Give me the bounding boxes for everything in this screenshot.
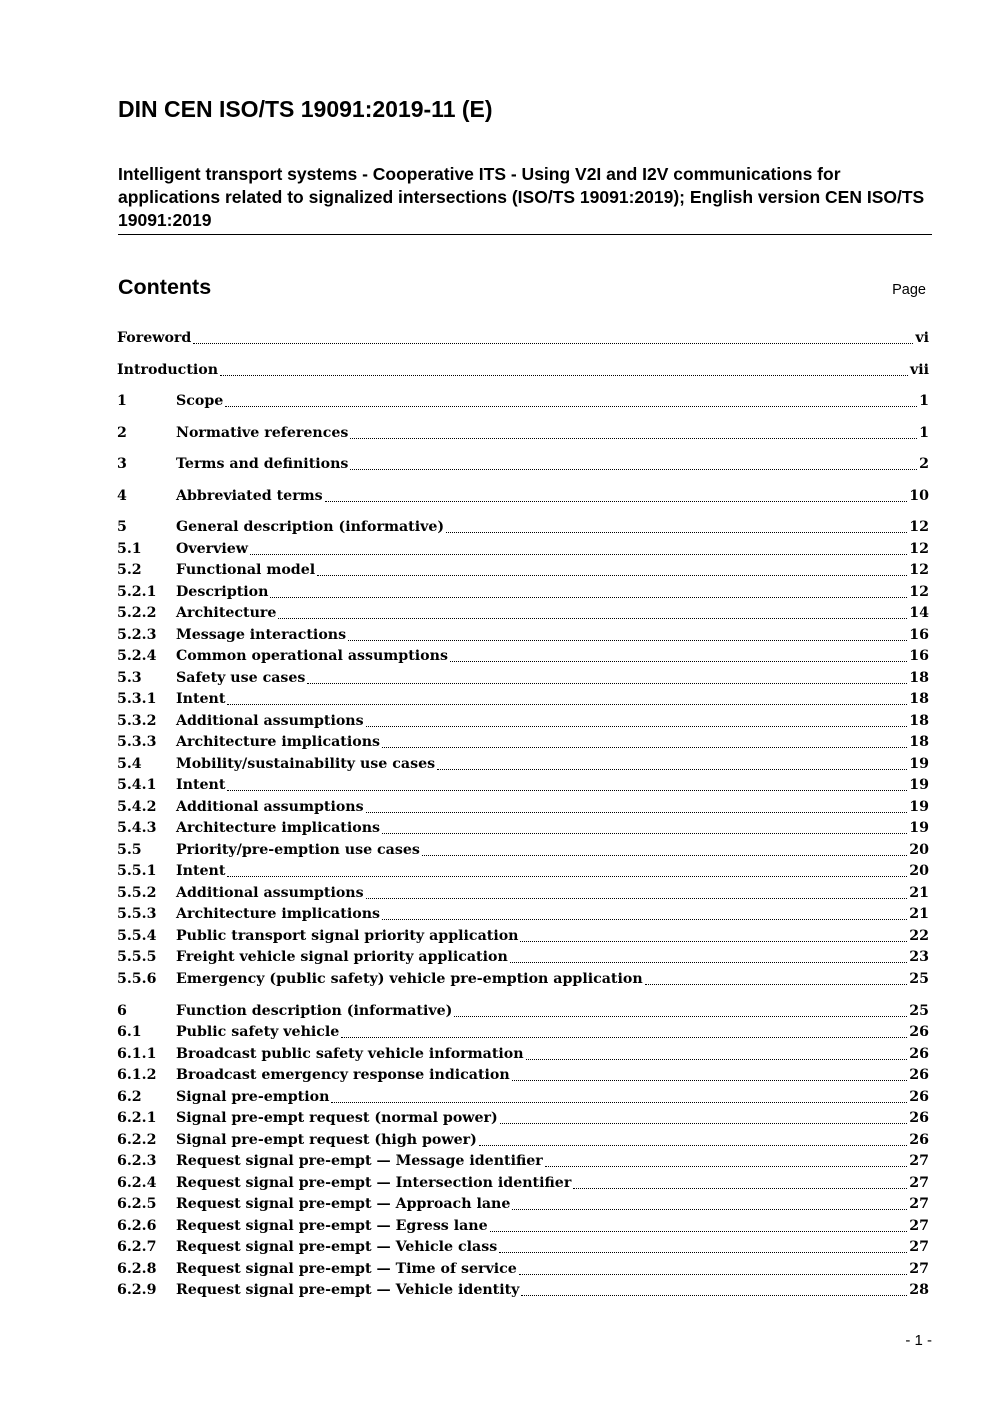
- toc-entry-title: Additional assumptions: [176, 884, 364, 901]
- toc-entry-page: 27: [909, 1153, 929, 1169]
- toc-dot-leader: [437, 768, 907, 770]
- toc-entry[interactable]: [117, 646, 929, 667]
- toc-dot-leader: [366, 725, 908, 727]
- toc-dot-leader: [645, 983, 908, 985]
- toc-entry-title: Signal pre-empt request (normal power): [176, 1110, 498, 1126]
- toc-entry[interactable]: [117, 668, 929, 689]
- toc-dot-leader: [225, 405, 917, 407]
- toc-dot-leader: [446, 531, 907, 533]
- toc-entry-title: Public safety vehicle: [176, 1024, 340, 1040]
- toc-entry-number: 4: [117, 487, 127, 504]
- toc-entry-title: Request signal pre-empt — Message identifier: [176, 1153, 543, 1169]
- toc-entry[interactable]: [117, 603, 929, 624]
- toc-entry[interactable]: [117, 947, 929, 968]
- toc-entry-title: Emergency (public safety) vehicle pre-emption application: [176, 970, 643, 987]
- toc-entry-page: 14: [909, 605, 929, 621]
- toc-entry-title: Public transport signal priority application: [176, 927, 519, 944]
- toc-entry-number: 6: [117, 1002, 127, 1019]
- toc-entry-number: 6.2.5: [117, 1196, 157, 1212]
- toc-entry-number: 5.5.4: [117, 927, 157, 944]
- toc-entry[interactable]: [117, 1151, 929, 1172]
- toc-entry-number: 6.2: [117, 1088, 142, 1105]
- toc-entry-title: Architecture implications: [176, 734, 380, 750]
- toc-entry-title: Scope: [176, 393, 224, 409]
- toc-entry-title: Common operational assumptions: [176, 648, 448, 664]
- toc-entry[interactable]: [117, 360, 929, 381]
- toc-entry-number: 5.2.3: [117, 626, 157, 643]
- toc-entry[interactable]: [117, 423, 929, 444]
- toc-entry[interactable]: [117, 1001, 929, 1022]
- toc-entry-number: 6.2.8: [117, 1260, 157, 1277]
- toc-dot-leader: [307, 682, 907, 684]
- toc-dot-leader: [382, 746, 907, 748]
- toc-dot-leader: [341, 1036, 907, 1038]
- toc-entry-title: Abbreviated terms: [176, 487, 323, 504]
- toc-entry-title: Foreword: [117, 330, 192, 346]
- toc-entry-page: 21: [909, 884, 929, 901]
- toc-entry-number: 5.2.4: [117, 648, 157, 664]
- toc-entry-title: Broadcast public safety vehicle information: [176, 1045, 524, 1062]
- toc-entry[interactable]: [117, 969, 929, 990]
- toc-entry-title: Overview: [176, 540, 248, 557]
- toc-dot-leader: [250, 553, 907, 555]
- toc-entry-title: Function description (informative): [176, 1002, 453, 1019]
- toc-dot-leader: [331, 1101, 907, 1103]
- toc-entry[interactable]: [117, 1280, 929, 1301]
- toc-entry-number: 6.2.4: [117, 1174, 157, 1191]
- toc-entry[interactable]: [117, 1044, 929, 1065]
- toc-entry-number: 5.2.2: [117, 605, 157, 621]
- toc-dot-leader: [220, 374, 908, 376]
- toc-entry-title: Additional assumptions: [176, 712, 364, 729]
- toc-entry-page: 1: [919, 393, 929, 409]
- toc-entry-number: 5.5.6: [117, 970, 157, 987]
- toc-entry-number: 5.3: [117, 669, 142, 686]
- toc-entry[interactable]: [117, 1216, 929, 1237]
- toc-entry-page: 12: [909, 519, 929, 535]
- toc-entry-page: 23: [909, 949, 929, 965]
- toc-entry-number: 5.5.2: [117, 884, 157, 901]
- toc-entry-number: 2: [117, 424, 127, 441]
- toc-entry-page: 25: [909, 1002, 929, 1019]
- toc-dot-leader: [510, 961, 907, 963]
- toc-entry[interactable]: [117, 689, 929, 710]
- toc-entry[interactable]: [117, 454, 929, 475]
- toc-entry-number: 6.2.1: [117, 1110, 157, 1126]
- toc-entry-title: Intent: [176, 777, 226, 793]
- toc-dot-leader: [422, 854, 907, 856]
- toc-dot-leader: [454, 1015, 907, 1017]
- toc-entry[interactable]: [117, 517, 929, 538]
- toc-entry[interactable]: [117, 560, 929, 581]
- toc-dot-leader: [270, 596, 907, 598]
- toc-entry-page: 12: [909, 583, 929, 600]
- toc-entry-title: Architecture implications: [176, 906, 380, 922]
- toc-entry-number: 5.2: [117, 562, 142, 578]
- toc-dot-leader: [490, 1230, 908, 1232]
- toc-entry-title: Message interactions: [176, 626, 347, 643]
- toc-entry-title: Architecture: [176, 605, 277, 621]
- toc-entry-page: 19: [909, 820, 929, 836]
- toc-entry-page: 22: [909, 927, 929, 944]
- toc-entry[interactable]: [117, 328, 929, 349]
- toc-entry-title: Safety use cases: [176, 669, 306, 686]
- toc-entry-page: 26: [909, 1024, 929, 1040]
- toc-entry-number: 6.2.7: [117, 1239, 157, 1255]
- toc-entry-number: 6.2.9: [117, 1282, 157, 1298]
- toc-entry-page: 10: [909, 487, 929, 504]
- toc-entry-page: 26: [909, 1067, 929, 1083]
- toc-dot-leader: [500, 1122, 908, 1124]
- footer-page-number: - 1 -: [905, 1332, 932, 1349]
- toc-dot-leader: [545, 1165, 907, 1167]
- toc-entry[interactable]: [117, 1173, 929, 1194]
- toc-entry-page: 12: [909, 540, 929, 557]
- toc-entry[interactable]: [117, 861, 929, 882]
- toc-dot-leader: [382, 918, 907, 920]
- toc-entry-title: Request signal pre-empt — Vehicle identity: [176, 1282, 520, 1298]
- toc-dot-leader: [227, 875, 907, 877]
- document-subtitle: Intelligent transport systems - Cooperative ITS - Using V2I and I2V communications for applications related to signalized intersections (ISO/TS 19091:2019); English version CEN ISO/TS 19091:2019: [118, 163, 932, 235]
- toc-entry-number: 5.4: [117, 755, 142, 772]
- toc-entry[interactable]: [117, 818, 929, 839]
- toc-dot-leader: [348, 639, 907, 641]
- toc-entry-page: 18: [909, 734, 929, 750]
- toc-entry[interactable]: [117, 926, 929, 947]
- toc-entry-title: General description (informative): [176, 519, 445, 535]
- toc-entry[interactable]: [117, 486, 929, 507]
- toc-dot-leader: [366, 811, 908, 813]
- toc-entry-number: 5.4.3: [117, 820, 157, 836]
- toc-entry-number: 5.4.2: [117, 798, 157, 815]
- toc-entry[interactable]: [117, 1108, 929, 1129]
- toc-entry-page: vii: [909, 361, 929, 378]
- toc-entry-page: 21: [909, 906, 929, 922]
- toc-dot-leader: [519, 1273, 907, 1275]
- toc-entry-page: 28: [909, 1282, 929, 1298]
- toc-entry-title: Request signal pre-empt — Vehicle class: [176, 1239, 498, 1255]
- toc-entry-number: 3: [117, 456, 127, 472]
- toc-entry[interactable]: [117, 754, 929, 775]
- toc-entry-page: vi: [915, 330, 929, 346]
- toc-dot-leader: [193, 342, 913, 344]
- toc-entry[interactable]: [117, 1065, 929, 1086]
- toc-entry[interactable]: [117, 1022, 929, 1043]
- toc-entry-page: 20: [909, 863, 929, 879]
- toc-dot-leader: [350, 468, 917, 470]
- toc-entry[interactable]: [117, 904, 929, 925]
- toc-entry-number: 5.1: [117, 540, 142, 557]
- toc-entry[interactable]: [117, 711, 929, 732]
- toc-entry-title: Description: [176, 583, 269, 600]
- toc-entry-title: Signal pre-empt request (high power): [176, 1131, 477, 1148]
- toc-entry-page: 25: [909, 970, 929, 987]
- toc-entry-number: 6.2.3: [117, 1153, 157, 1169]
- toc-dot-leader: [325, 500, 908, 502]
- toc-entry-number: 5.5: [117, 841, 142, 858]
- toc-entry[interactable]: [117, 840, 929, 861]
- toc-entry-title: Functional model: [176, 562, 316, 578]
- toc-entry-page: 19: [909, 755, 929, 772]
- toc-entry-title: Architecture implications: [176, 820, 380, 836]
- toc-entry-title: Freight vehicle signal priority application: [176, 949, 508, 965]
- toc-entry-title: Normative references: [176, 424, 349, 441]
- toc-entry[interactable]: [117, 391, 929, 412]
- toc-entry-number: 5.3.2: [117, 712, 157, 729]
- toc-entry-number: 5.3.3: [117, 734, 157, 750]
- toc-dot-leader: [521, 1294, 907, 1296]
- toc-entry-title: Priority/pre-emption use cases: [176, 841, 420, 858]
- toc-entry-title: Terms and definitions: [176, 456, 349, 472]
- toc-entry-page: 27: [909, 1196, 929, 1212]
- toc-entry-title: Signal pre-emption: [176, 1088, 330, 1105]
- toc-entry-number: 1: [117, 393, 127, 409]
- toc-entry-number: 5.5.3: [117, 906, 157, 922]
- toc-entry[interactable]: [117, 582, 929, 603]
- toc-dot-leader: [366, 897, 908, 899]
- toc-entry-page: 12: [909, 562, 929, 578]
- toc-entry-title: Intent: [176, 863, 226, 879]
- toc-entry-page: 26: [909, 1088, 929, 1105]
- document-title: DIN CEN ISO/TS 19091:2019-11 (E): [118, 96, 493, 122]
- toc-dot-leader: [499, 1251, 907, 1253]
- toc-entry-number: 5.3.1: [117, 691, 157, 707]
- contents-heading: Contents: [118, 275, 212, 299]
- toc-dot-leader: [382, 832, 907, 834]
- toc-entry[interactable]: [117, 797, 929, 818]
- toc-dot-leader: [573, 1187, 907, 1189]
- toc-dot-leader: [317, 574, 907, 576]
- toc-entry-number: 6.1: [117, 1024, 142, 1040]
- toc-entry-number: 5.5.5: [117, 949, 157, 965]
- toc-entry-page: 18: [909, 669, 929, 686]
- toc-entry[interactable]: [117, 1130, 929, 1151]
- toc-entry-page: 26: [909, 1045, 929, 1062]
- toc-dot-leader: [227, 703, 907, 705]
- toc-entry-page: 18: [909, 691, 929, 707]
- toc-entry-number: 6.2.6: [117, 1217, 157, 1234]
- toc-entry-title: Request signal pre-empt — Intersection identifier: [176, 1174, 572, 1191]
- toc-dot-leader: [479, 1144, 907, 1146]
- toc-entry-page: 19: [909, 798, 929, 815]
- toc-entry-title: Introduction: [117, 361, 219, 378]
- toc-entry-title: Request signal pre-empt — Time of service: [176, 1260, 517, 1277]
- toc-entry-title: Intent: [176, 691, 226, 707]
- toc-entry-title: Request signal pre-empt — Approach lane: [176, 1196, 511, 1212]
- toc-entry[interactable]: [117, 625, 929, 646]
- toc-entry-number: 5.2.1: [117, 583, 157, 600]
- toc-entry-number: 5.5.1: [117, 863, 157, 879]
- toc-entry-page: 2: [919, 456, 929, 472]
- toc-entry-page: 26: [909, 1110, 929, 1126]
- toc-entry-page: 27: [909, 1174, 929, 1191]
- toc-entry-page: 20: [909, 841, 929, 858]
- toc-entry-number: 6.1.2: [117, 1067, 157, 1083]
- toc-entry-number: 5: [117, 519, 127, 535]
- toc-entry[interactable]: [117, 732, 929, 753]
- toc-entry-page: 27: [909, 1260, 929, 1277]
- toc-dot-leader: [520, 940, 907, 942]
- toc-entry-page: 16: [909, 648, 929, 664]
- toc-entry-page: 27: [909, 1239, 929, 1255]
- toc-entry[interactable]: [117, 539, 929, 560]
- toc-entry-title: Request signal pre-empt — Egress lane: [176, 1217, 488, 1234]
- toc-dot-leader: [512, 1208, 907, 1210]
- toc-entry[interactable]: [117, 1259, 929, 1280]
- toc-entry-title: Mobility/sustainability use cases: [176, 755, 436, 772]
- toc-dot-leader: [278, 617, 907, 619]
- toc-dot-leader: [450, 660, 907, 662]
- toc-entry-page: 16: [909, 626, 929, 643]
- toc-entry-number: 5.4.1: [117, 777, 157, 793]
- toc-entry[interactable]: [117, 775, 929, 796]
- toc-entry-number: 6.2.2: [117, 1131, 157, 1148]
- toc-entry-page: 26: [909, 1131, 929, 1148]
- toc-entry[interactable]: [117, 1237, 929, 1258]
- toc-dot-leader: [526, 1058, 908, 1060]
- toc-entry[interactable]: [117, 1087, 929, 1108]
- toc-dot-leader: [227, 789, 907, 791]
- toc-entry-page: 27: [909, 1217, 929, 1234]
- toc-dot-leader: [512, 1079, 908, 1081]
- toc-entry-page: 18: [909, 712, 929, 729]
- toc-entry[interactable]: [117, 1194, 929, 1215]
- page-column-label: Page: [892, 282, 926, 298]
- toc-entry-number: 6.1.1: [117, 1045, 157, 1062]
- toc-entry-page: 19: [909, 777, 929, 793]
- toc-entry-title: Broadcast emergency response indication: [176, 1067, 510, 1083]
- toc-entry[interactable]: [117, 883, 929, 904]
- toc-dot-leader: [350, 437, 917, 439]
- toc-entry-page: 1: [919, 424, 929, 441]
- toc-entry-title: Additional assumptions: [176, 798, 364, 815]
